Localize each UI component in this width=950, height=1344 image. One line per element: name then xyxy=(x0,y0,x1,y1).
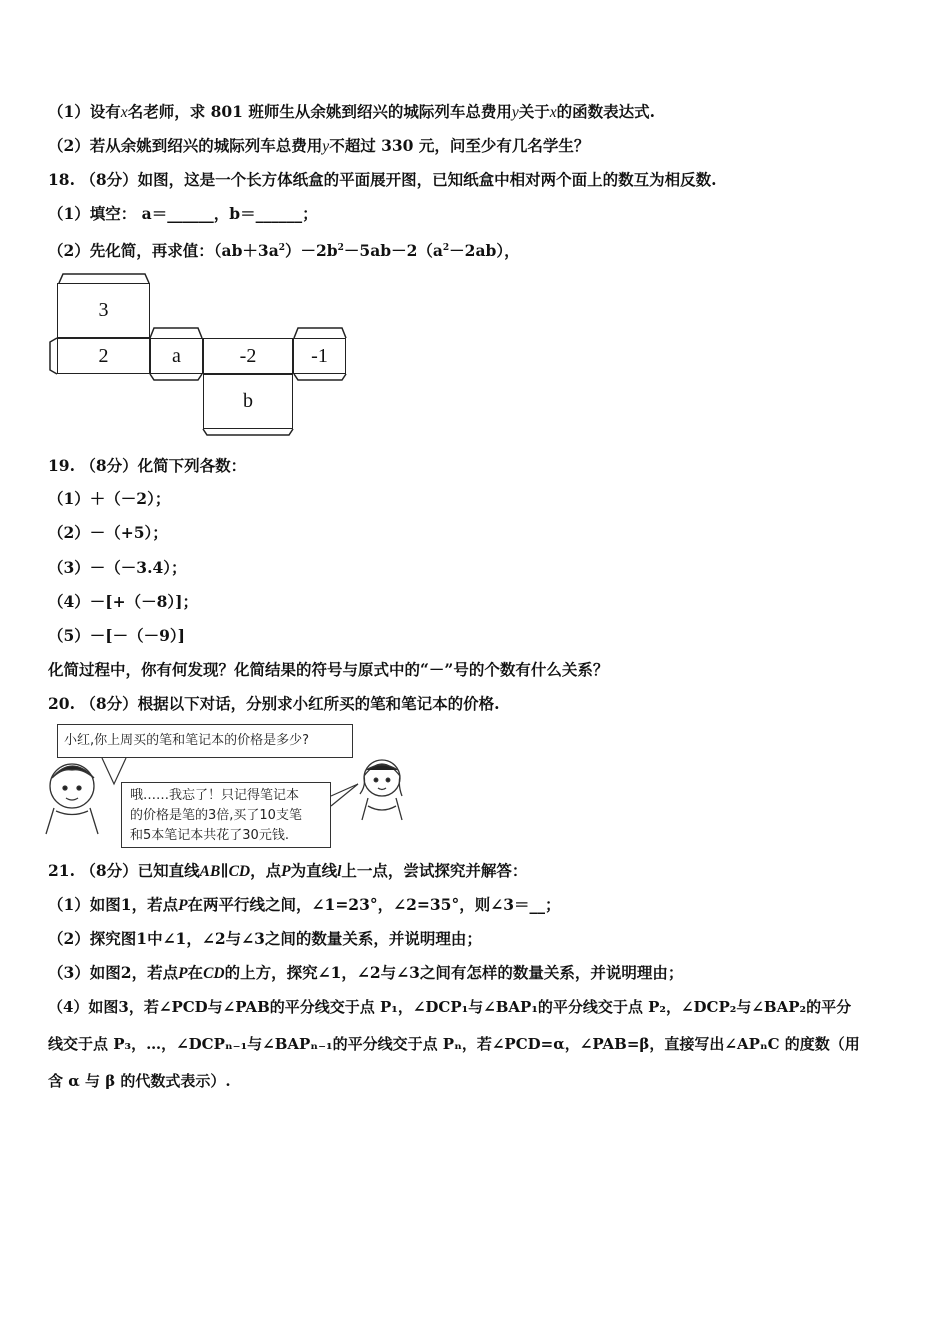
net-face-4: -1 xyxy=(293,338,346,374)
q19-question: 化简过程中，你有何发现？化简结果的符号与原式中的“－”号的个数有什么关系？ xyxy=(48,660,609,679)
net-face-bottom: b xyxy=(203,374,293,429)
girl-figure xyxy=(360,760,402,820)
net-face-2: a xyxy=(150,338,203,374)
net-face-3: -2 xyxy=(203,338,293,374)
q17-part2: （2）若从余姚到绍兴的城际列车总费用y不超过 330 元，问至少有几名学生？ xyxy=(48,136,590,155)
net-flaps xyxy=(45,270,355,440)
answer-line-1: 哦……我忘了！只记得笔记本 xyxy=(130,788,300,803)
speech-bubble-question: 小红,你上周买的笔和笔记本的价格是多少? xyxy=(57,724,353,758)
net-face-top: 3 xyxy=(57,283,150,338)
q19-title: 19. （8分）化简下列各数： xyxy=(48,456,247,475)
q21-part1: （1）如图1，若点P在两平行线之间，∠1=23°，∠2=35°，则∠3＝__； xyxy=(48,895,561,914)
boy-figure xyxy=(46,764,98,834)
q17-part1: （1）设有x名老师，求 801 班师生从余姚到绍兴的城际列车总费用y关于x的函数表达式. xyxy=(48,102,656,121)
q21-title: 21. （8分）已知直线AB∥CD，点P为直线l上一点，尝试探究并解答： xyxy=(48,861,528,880)
q19-item-3: （3）－（－3.4）； xyxy=(48,558,187,577)
q21-part3: （3）如图2，若点P在CD的上方，探究∠1，∠2与∠3之间有怎样的数量关系，并说明理由； xyxy=(48,963,684,982)
net-face-1: 2 xyxy=(57,338,150,374)
answer-line-2: 的价格是笔的3倍,买了10支笔 xyxy=(130,808,302,823)
q19-item-2: （2）－（+5）； xyxy=(48,523,168,542)
dialogue-art xyxy=(42,756,412,836)
q21-part2: （2）探究图1中∠1，∠2与∠3之间的数量关系，并说明理由； xyxy=(48,929,482,948)
q20-title: 20. （8分）根据以下对话，分别求小红所买的笔和笔记本的价格. xyxy=(48,694,500,713)
answer-line-3: 和5本笔记本共花了30元钱. xyxy=(130,828,289,843)
q21-part4-line1: （4）如图3，若∠PCD与∠PAB的平分线交于点 P₁，∠DCP₁与∠BAP₁的平分线交于点 P₂，∠DCP₂与∠BAP₂的平分 xyxy=(48,998,852,1016)
q21-part4-line2: 线交于点 P₃，…，∠DCPₙ₋₁与∠BAPₙ₋₁的平分线交于点 Pₙ，若∠PCD=α，∠PAB=β，直接写出∠APₙC 的度数（用 xyxy=(48,1035,860,1053)
q19-item-5: （5）－[－（－9）] xyxy=(48,626,185,645)
q19-item-1: （1）＋（－2）； xyxy=(48,489,171,508)
q21-part4-line3: 含 α 与 β 的代数式表示）. xyxy=(48,1072,231,1090)
q19-item-4: （4）－[+（－8）]； xyxy=(48,592,198,611)
q18-part2: （2）先化简，再求值：$(ab+3a^2)-2b^2-5ab-2(a^2-2ab)$， xyxy=(48,241,520,261)
q18-title: 18. （8分）如图，这是一个长方体纸盒的平面展开图，已知纸盒中相对两个面上的数互为相反数. xyxy=(48,170,717,189)
q18-part1: （1）填空： a＝______，b＝______； xyxy=(48,204,318,223)
